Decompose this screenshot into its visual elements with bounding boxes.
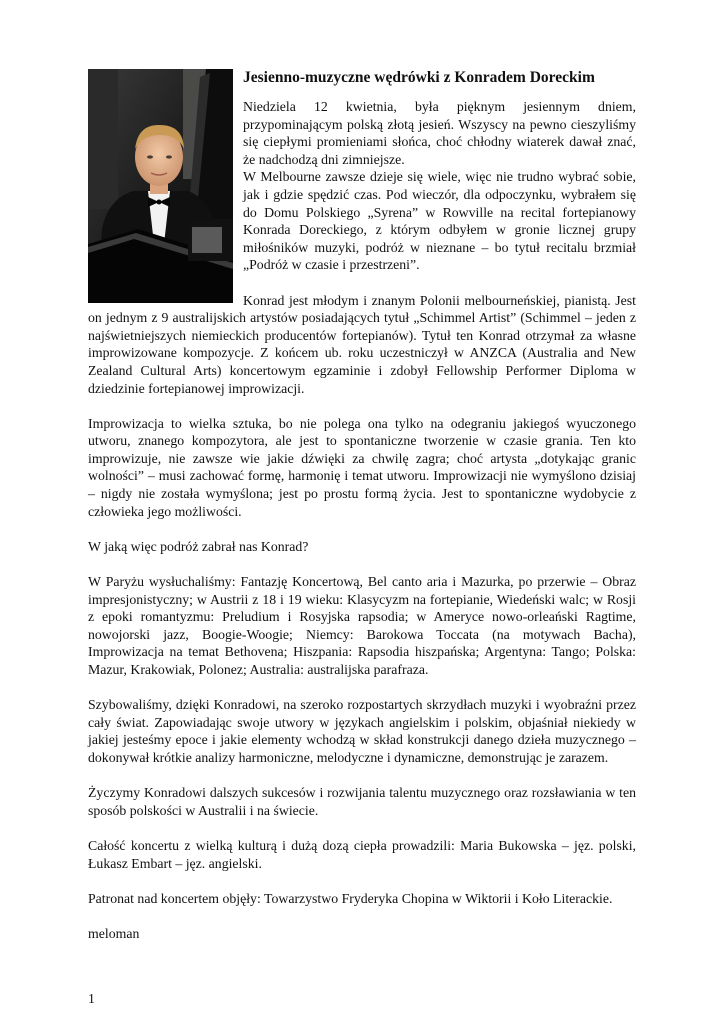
article-body [88, 98, 636, 943]
paragraph-wishes: Życzymy Konradowi dalszych sukcesów i rozwijania talentu muzycznego oraz rozsławiania w ten sposób polskości w Australii i na świecie. [88, 785, 636, 818]
paragraph-improvisation: Improwizacja to wielka sztuka, bo nie polega ona tylko na odegraniu jakiegoś wyuczonego utworu, znanego kompozytora, ale jest to spontaniczne tworzenie w czasie grania. Ten kto improwizuje, nie zawsze wie jakie dźwięki za chwilę zagra; choć artysta „dotykając granic wolności” – musi zachować formę, harmonię i temat utworu. Improwizacji nie wymyślono dzisiaj – nigdy nie została wymyślona; jest po prostu formą życia. Jest to spontaniczne wydobycie z człowieka jego możliwości. [88, 415, 636, 519]
photo-wrap-spacer [88, 98, 243, 304]
article-title: Jesienno-muzyczne wędrówki z Konradem Doreckim [243, 69, 595, 86]
page-number: 1 [88, 991, 95, 1006]
paragraph-intro: Niedziela 12 kwietnia, była pięknym jesiennym dniem, przypominającym polską złotą jesień. Wszyscy na pewno cieszyliśmy się ciepłymi promieniami słońca, choć chłodny wiaterek dawał znać, że nadchodzą dni zimniejsze. [243, 99, 636, 167]
paragraph-question: W jaką więc podróż zabrał nas Konrad? [88, 538, 309, 554]
paragraph-world: Szybowaliśmy, dzięki Konradowi, na szeroko rozpostartych skrzydłach muzyki i wyobraźni przez cały świat. Zapowiadając swoje utwory w językach angielskim i polskim, objaśniał niekiedy w jakiej jesteśmy epoce i jakie elementy wchodzą w skład konstrukcji danego dzieła muzycznego – dokonywał krótkie analizy harmoniczne, melodyczne i dynamiczne, demonstrując je zarazem. [88, 697, 636, 765]
author-signature: meloman [88, 925, 140, 941]
paragraph-melbourne: W Melbourne zawsze dzieje się wiele, więc nie trudno wybrać sobie, jak i gdzie spędzić czas. Pod wieczór, dla odpoczynku, wybrałem się do Domu Polskiego „Syrena” w Rowville na recital fortepianowy Konrada Doreckiego, z którym odbyłem w gronie licznej grupy miłośników muzyki, podróż w nieznane – bo tytuł recitalu brzmiał „Podróż w czasie i przestrzeni”. [243, 169, 636, 273]
paragraph-hosts: Całość koncertu z wielką kulturą i dużą dozą ciepła prowadzili: Maria Bukowska – jęz. polski, Łukasz Embart – jęz. angielski. [88, 837, 636, 871]
paragraph-konrad: Konrad jest młodym i znanym Polonii melbourneńskiej, pianistą. Jest on jednym z 9 australijskich artystów posiadających tytuł „Schimmel Artist” (Schimmel – jeden z najświetniejszych niemieckich producentów fortepianów). Tytuł ten Konrad otrzymał za własne improwizowane kompozycje. Z końcem ub. roku uczestniczył w ANZCA (Australia and New Zealand Cultural Arts) koncertowym egzaminie i zdobył Fellowship Performer Diploma w dziedzinie fortepianowej improwizacji. [88, 292, 636, 396]
paragraph-patronage: Patronat nad koncertem objęły: Towarzystwo Fryderyka Chopina w Wiktorii i Koło Literackie. [88, 890, 613, 906]
paragraph-program: W Paryżu wysłuchaliśmy: Fantazję Koncertową, Bel canto aria i Mazurka, po przerwie – Obraz impresjonistyczny; w Austrii z 18 i 19 wieku: Klasycyzm na fortepianie, Wiedeński walc; w Rosji z epoki romantyzmu: Preludium i Rosyjska rapsodia; w Ameryce nowo-orleański Ragtime, nowojorski jazz, Boogie-Woogie; Niemcy: Barokowa Toccata (na motywach Bacha), Improwizacja na temat Bethovena; Hiszpania: Rapsodia hiszpańska; Argentyna: Tango; Polska: Mazur, Krakowiak, Polonez; Australia: australijska parafraza. [88, 574, 636, 677]
